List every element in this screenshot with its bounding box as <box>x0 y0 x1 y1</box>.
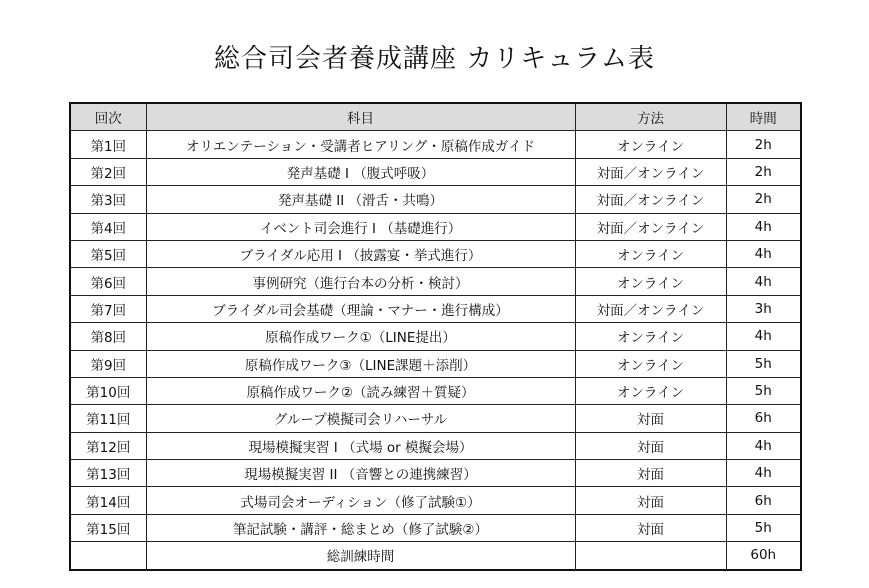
session-cell: 第14回 <box>70 487 146 514</box>
hours-cell: 2h <box>726 131 801 158</box>
total-row <box>70 542 801 570</box>
method-cell: 対面 <box>575 405 726 432</box>
subject-cell: 現場模擬実習 I （式場 or 模擬会場） <box>146 432 575 459</box>
subject-cell: 原稿作成ワーク①（LINE提出） <box>146 323 575 350</box>
subject-cell: グループ模擬司会リハーサル <box>146 405 575 432</box>
session-cell: 第12回 <box>70 432 146 459</box>
table-row <box>70 323 801 350</box>
method-cell: 対面 <box>575 514 726 541</box>
subject-cell: 発声基礎 II （滑舌・共鳴） <box>146 186 575 213</box>
method-cell: 対面 <box>575 432 726 459</box>
hours-cell: 5h <box>726 377 801 404</box>
table-row <box>70 460 801 487</box>
method-cell: 対面 <box>575 460 726 487</box>
session-cell: 第5回 <box>70 240 146 267</box>
session-cell: 第2回 <box>70 158 146 185</box>
total-session-cell <box>70 542 146 570</box>
subject-cell: 式場司会オーディション（修了試験①） <box>146 487 575 514</box>
session-cell: 第9回 <box>70 350 146 377</box>
hours-cell: 2h <box>726 158 801 185</box>
session-cell: 第13回 <box>70 460 146 487</box>
session-cell: 第6回 <box>70 268 146 295</box>
total-hours: 60h <box>726 542 801 570</box>
total-label: 総訓練時間 <box>146 542 575 570</box>
column-header-method: 方法 <box>575 103 726 131</box>
subject-cell: 現場模擬実習 II （音響との連携練習） <box>146 460 575 487</box>
hours-cell: 2h <box>726 186 801 213</box>
method-cell: オンライン <box>575 240 726 267</box>
method-cell: 対面 <box>575 487 726 514</box>
hours-cell: 4h <box>726 268 801 295</box>
session-cell: 第7回 <box>70 295 146 322</box>
session-cell: 第3回 <box>70 186 146 213</box>
session-cell: 第10回 <box>70 377 146 404</box>
table-row <box>70 377 801 404</box>
table-row <box>70 131 801 158</box>
subject-cell: 原稿作成ワーク③（LINE課題＋添削） <box>146 350 575 377</box>
method-cell: オンライン <box>575 323 726 350</box>
subject-cell: 発声基礎 I （腹式呼吸） <box>146 158 575 185</box>
subject-cell: 筆記試験・講評・総まとめ（修了試験②） <box>146 514 575 541</box>
method-cell: 対面／オンライン <box>575 186 726 213</box>
hours-cell: 3h <box>726 295 801 322</box>
hours-cell: 4h <box>726 240 801 267</box>
method-cell: オンライン <box>575 350 726 377</box>
table-row <box>70 295 801 322</box>
column-header-hours: 時間 <box>726 103 801 131</box>
hours-cell: 6h <box>726 487 801 514</box>
method-cell: オンライン <box>575 377 726 404</box>
method-cell: 対面／オンライン <box>575 158 726 185</box>
table-header-row <box>70 103 801 131</box>
column-header-subject: 科目 <box>146 103 575 131</box>
hours-cell: 4h <box>726 432 801 459</box>
hours-cell: 5h <box>726 350 801 377</box>
column-header-session: 回次 <box>70 103 146 131</box>
table-row <box>70 432 801 459</box>
subject-cell: イベント司会進行 I （基礎進行） <box>146 213 575 240</box>
hours-cell: 5h <box>726 514 801 541</box>
hours-cell: 6h <box>726 405 801 432</box>
table-row <box>70 240 801 267</box>
subject-cell: オリエンテーション・受講者ヒアリング・原稿作成ガイド <box>146 131 575 158</box>
hours-cell: 4h <box>726 213 801 240</box>
table-row <box>70 158 801 185</box>
total-method-cell <box>575 542 726 570</box>
subject-cell: 原稿作成ワーク②（読み練習＋質疑） <box>146 377 575 404</box>
session-cell: 第1回 <box>70 131 146 158</box>
session-cell: 第4回 <box>70 213 146 240</box>
table-row <box>70 405 801 432</box>
table-row <box>70 487 801 514</box>
table-row <box>70 186 801 213</box>
subject-cell: ブライダル応用 I （披露宴・挙式進行） <box>146 240 575 267</box>
curriculum-table <box>69 102 802 571</box>
table-row <box>70 213 801 240</box>
subject-cell: 事例研究（進行台本の分析・検討） <box>146 268 575 295</box>
session-cell: 第11回 <box>70 405 146 432</box>
table-row <box>70 350 801 377</box>
method-cell: オンライン <box>575 268 726 295</box>
method-cell: 対面／オンライン <box>575 295 726 322</box>
hours-cell: 4h <box>726 460 801 487</box>
page-title: 総合司会者養成講座 カリキュラム表 <box>213 44 655 74</box>
method-cell: オンライン <box>575 131 726 158</box>
table-row <box>70 514 801 541</box>
table-row <box>70 268 801 295</box>
subject-cell: ブライダル司会基礎（理論・マナー・進行構成） <box>146 295 575 322</box>
method-cell: 対面／オンライン <box>575 213 726 240</box>
session-cell: 第15回 <box>70 514 146 541</box>
session-cell: 第8回 <box>70 323 146 350</box>
hours-cell: 4h <box>726 323 801 350</box>
